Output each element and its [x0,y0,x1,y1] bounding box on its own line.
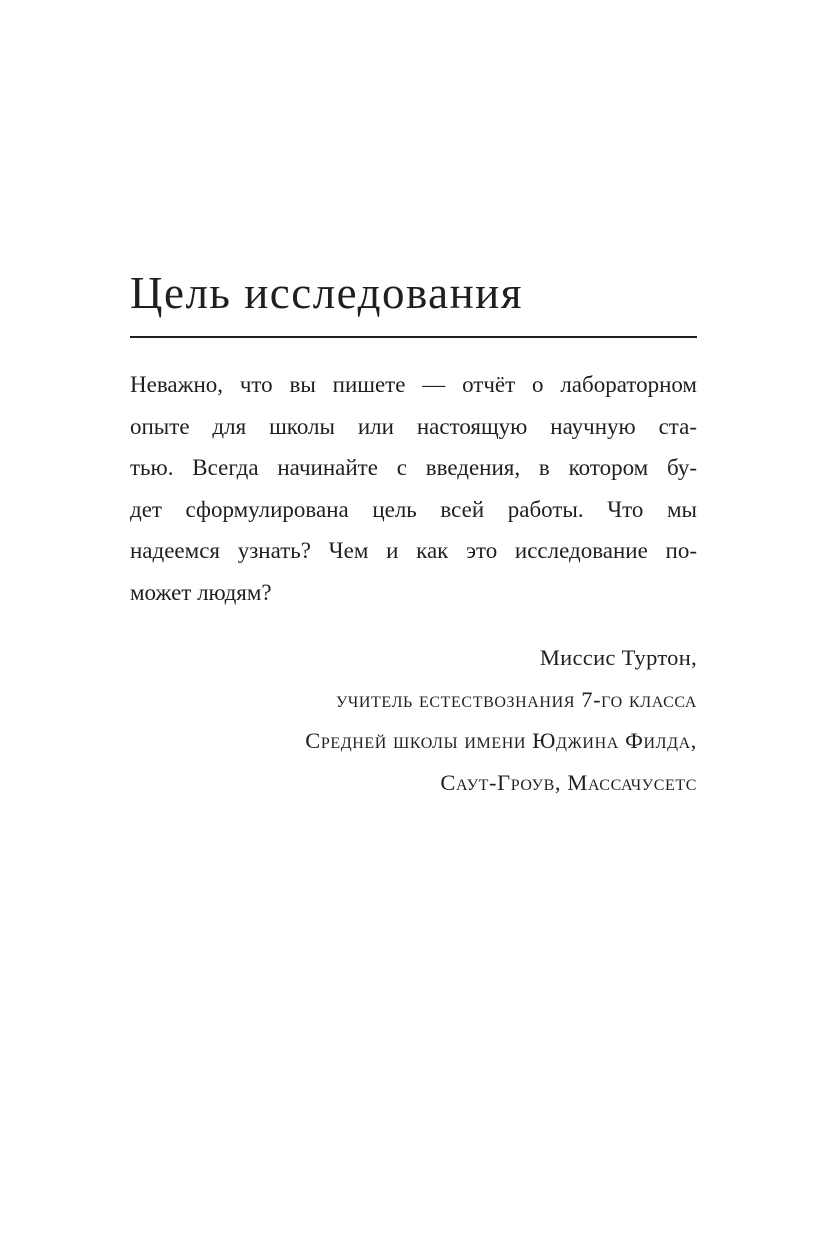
paragraph-line: дет сформулирована цель всей работы. Что мы [130,496,697,522]
title-divider [130,336,697,338]
attribution-school: Средней школы имени Юджина Филда, [305,728,697,753]
paragraph-line: опыте для школы или настоящую научную ста- [130,413,697,439]
paragraph-line: Неважно, что вы пишете — отчёт о лабораторном [130,372,697,397]
attribution-name: Миссис Туртон, [539,645,697,670]
paragraph-line: тью. Всегда начинайте с введения, в котором бу- [130,455,697,480]
book-page [130,262,697,803]
epigraph-paragraph [130,364,697,613]
attribution-role: учитель естествознания 7-го класса [335,686,697,712]
paragraph-line: может людям? [130,579,272,605]
quote-attribution [130,637,697,803]
paragraph-line: надеемся узнать? Чем и как это исследование по- [130,538,697,563]
attribution-location: Саут-Гроув, Массачусетс [440,769,697,795]
chapter-title: Цель исследования [130,268,523,318]
